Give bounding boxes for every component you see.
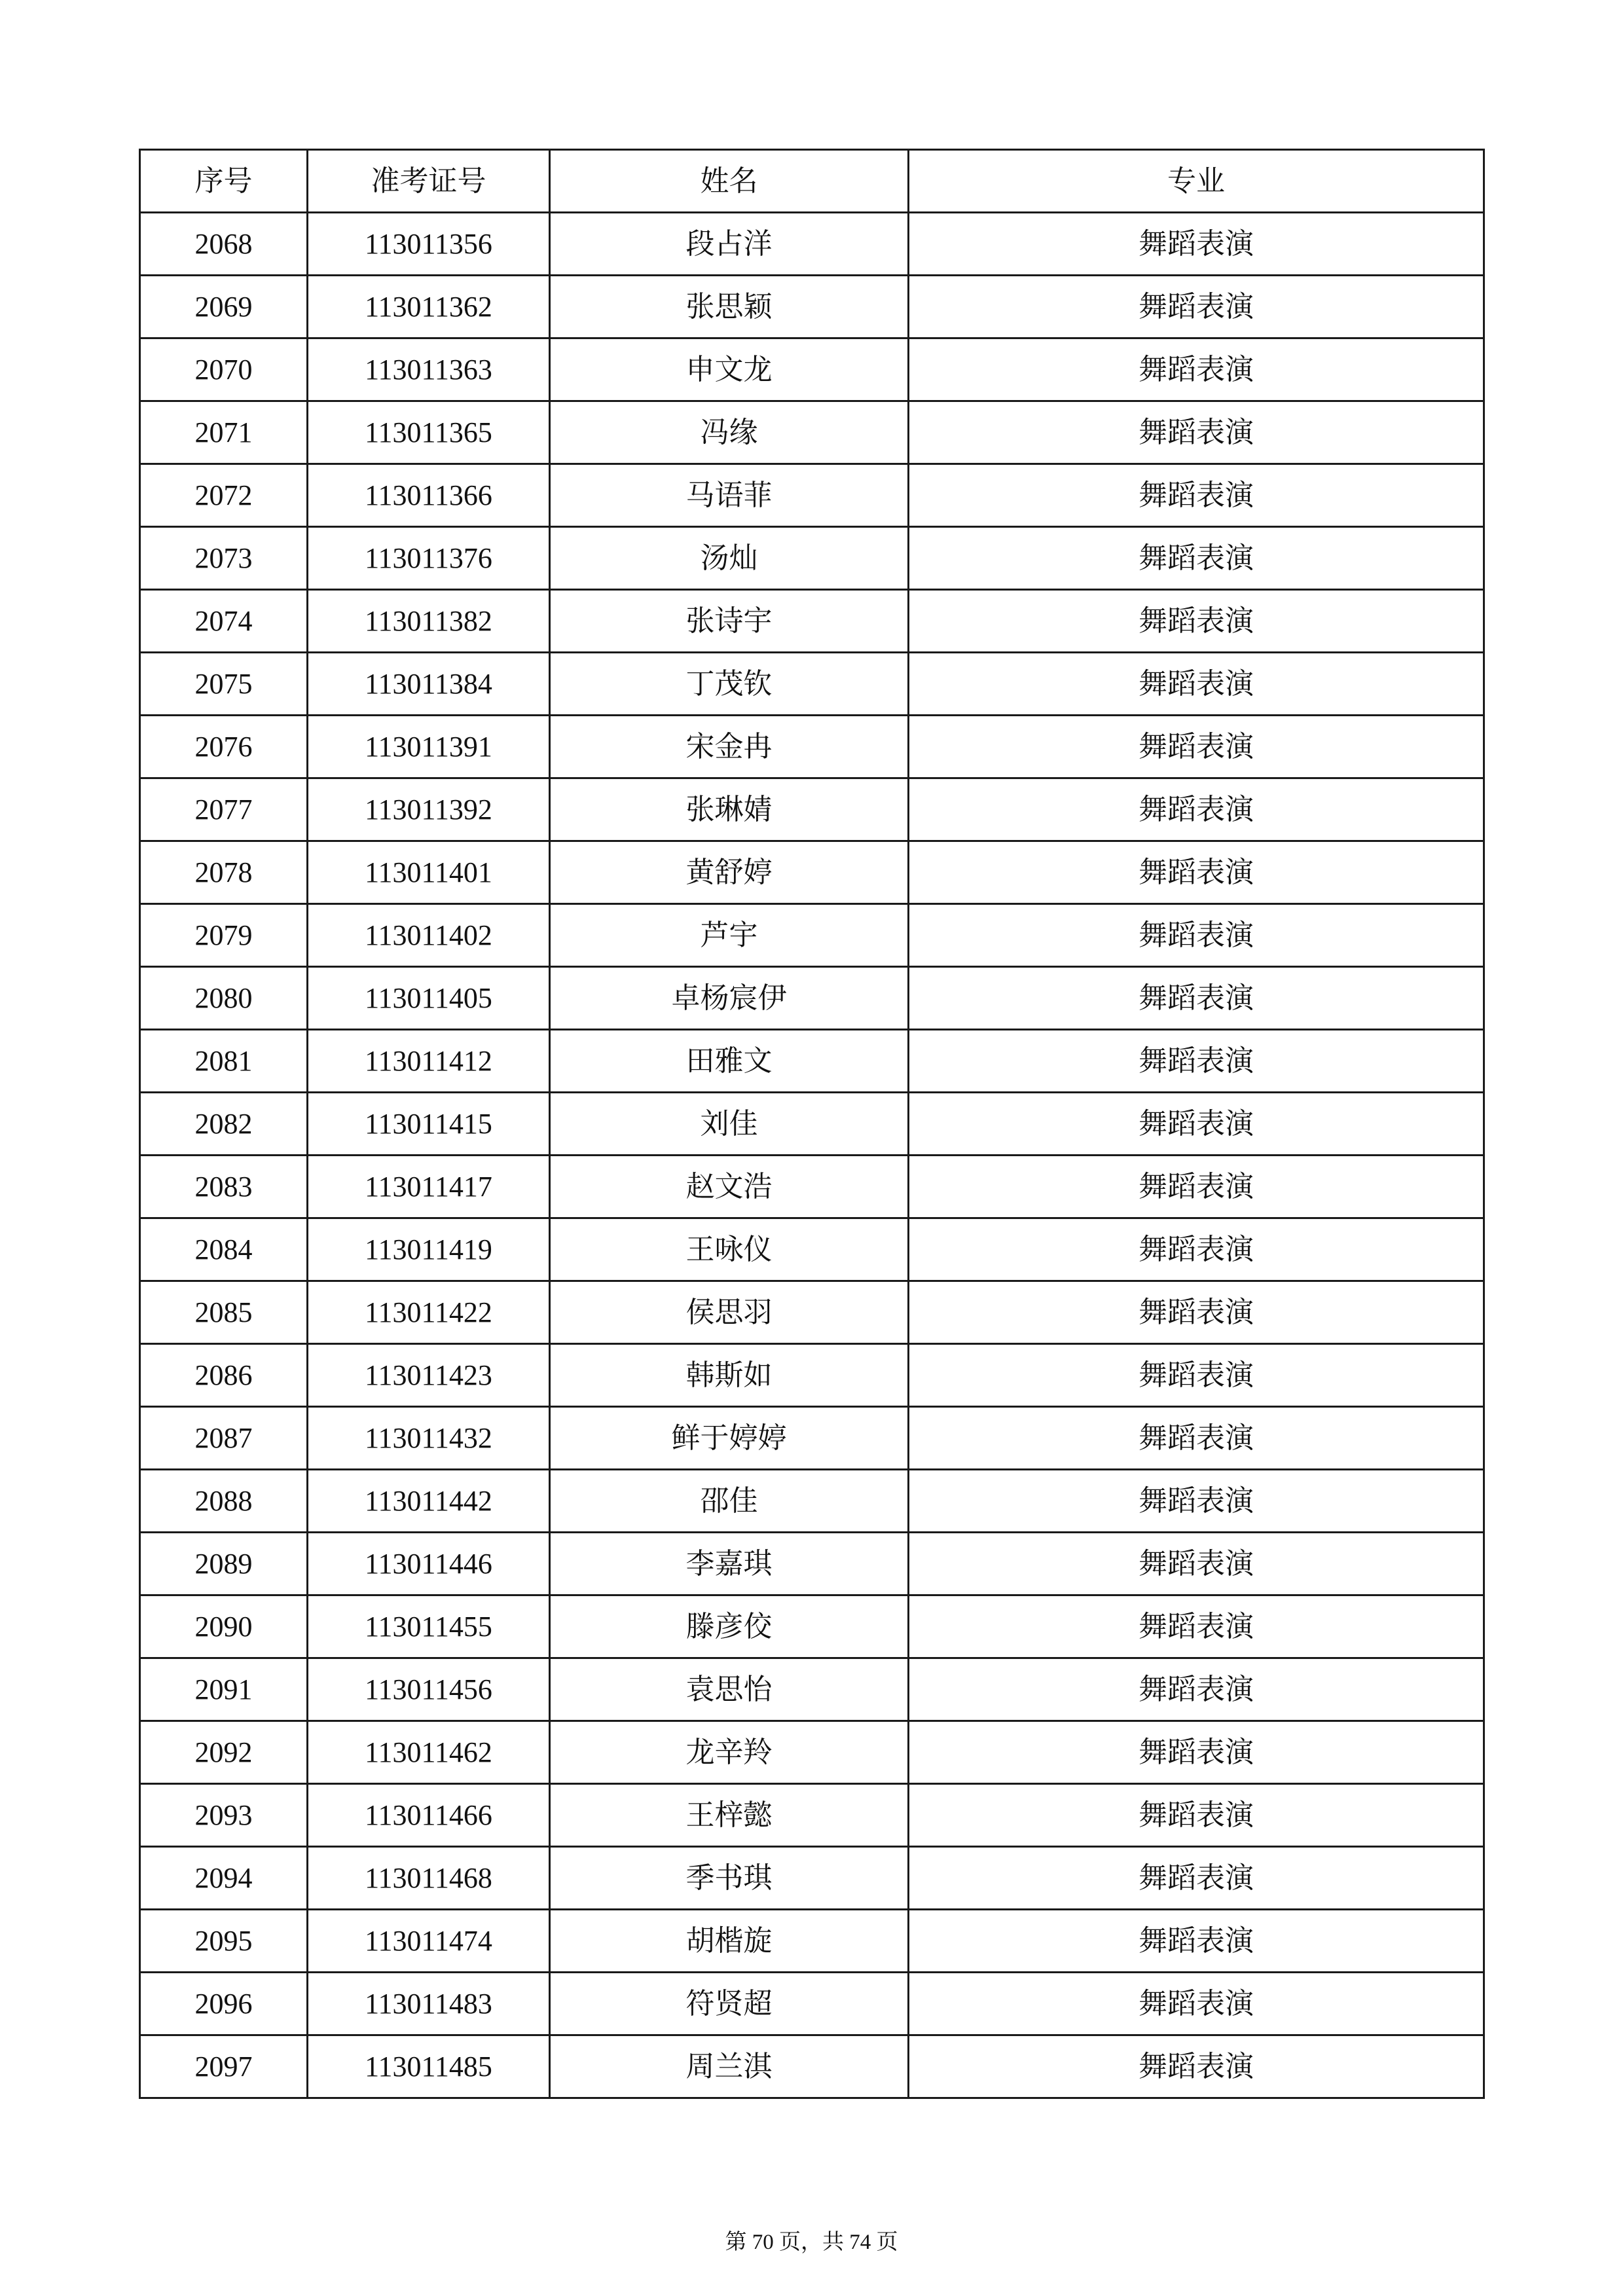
cell-seq: 2082 [140,1093,308,1156]
cell-seq: 2069 [140,276,308,338]
cell-seq: 2095 [140,1910,308,1973]
table-row [140,590,1484,653]
cell-exam-id: 113011392 [308,778,550,841]
cell-exam-id: 113011485 [308,2035,550,2098]
cell-exam-id: 113011432 [308,1407,550,1470]
cell-exam-id: 113011415 [308,1093,550,1156]
table-row [140,1281,1484,1344]
cell-name: 张思颖 [550,276,909,338]
table-row [140,904,1484,967]
cell-major: 舞蹈表演 [909,1847,1484,1910]
cell-exam-id: 113011362 [308,276,550,338]
cell-seq: 2078 [140,841,308,904]
cell-exam-id: 113011474 [308,1910,550,1973]
cell-seq: 2090 [140,1595,308,1658]
cell-seq: 2089 [140,1533,308,1595]
cell-major: 舞蹈表演 [909,1407,1484,1470]
header-row [140,150,1484,213]
cell-exam-id: 113011382 [308,590,550,653]
cell-major: 舞蹈表演 [909,1470,1484,1533]
cell-seq: 2085 [140,1281,308,1344]
cell-major: 舞蹈表演 [909,527,1484,590]
page-number: 第 70 页，共 74 页 [725,2231,898,2254]
cell-seq: 2081 [140,1030,308,1093]
table-row [140,1721,1484,1784]
cell-exam-id: 113011356 [308,213,550,276]
table-row [140,653,1484,716]
table-row [140,967,1484,1030]
cell-exam-id: 113011468 [308,1847,550,1910]
cell-exam-id: 113011417 [308,1156,550,1218]
cell-major: 舞蹈表演 [909,213,1484,276]
cell-name: 宋金冉 [550,716,909,778]
cell-name: 申文龙 [550,338,909,401]
cell-name: 卓杨宸伊 [550,967,909,1030]
cell-name: 韩斯如 [550,1344,909,1407]
roster-table [139,149,1485,2099]
cell-major: 舞蹈表演 [909,1784,1484,1847]
cell-exam-id: 113011401 [308,841,550,904]
cell-major: 舞蹈表演 [909,1218,1484,1281]
cell-major: 舞蹈表演 [909,1721,1484,1784]
cell-exam-id: 113011456 [308,1658,550,1721]
cell-major: 舞蹈表演 [909,590,1484,653]
cell-exam-id: 113011442 [308,1470,550,1533]
cell-name: 张诗宇 [550,590,909,653]
cell-name: 段占洋 [550,213,909,276]
cell-major: 舞蹈表演 [909,778,1484,841]
cell-exam-id: 113011466 [308,1784,550,1847]
cell-major: 舞蹈表演 [909,1344,1484,1407]
cell-seq: 2075 [140,653,308,716]
cell-name: 邵佳 [550,1470,909,1533]
cell-major: 舞蹈表演 [909,338,1484,401]
table-row [140,1470,1484,1533]
cell-exam-id: 113011446 [308,1533,550,1595]
cell-major: 舞蹈表演 [909,967,1484,1030]
cell-major: 舞蹈表演 [909,1030,1484,1093]
cell-seq: 2076 [140,716,308,778]
cell-seq: 2073 [140,527,308,590]
cell-major: 舞蹈表演 [909,464,1484,527]
cell-exam-id: 113011423 [308,1344,550,1407]
cell-seq: 2084 [140,1218,308,1281]
cell-seq: 2077 [140,778,308,841]
cell-exam-id: 113011391 [308,716,550,778]
header-seq: 序号 [140,150,308,213]
cell-major: 舞蹈表演 [909,1533,1484,1595]
cell-name: 冯缘 [550,401,909,464]
cell-name: 鲜于婷婷 [550,1407,909,1470]
cell-major: 舞蹈表演 [909,1281,1484,1344]
cell-name: 滕彦佼 [550,1595,909,1658]
cell-major: 舞蹈表演 [909,716,1484,778]
cell-exam-id: 113011365 [308,401,550,464]
cell-exam-id: 113011405 [308,967,550,1030]
table-row [140,2035,1484,2098]
cell-exam-id: 113011462 [308,1721,550,1784]
table-row [140,1910,1484,1973]
cell-name: 王咏仪 [550,1218,909,1281]
cell-seq: 2092 [140,1721,308,1784]
cell-major: 舞蹈表演 [909,1595,1484,1658]
cell-seq: 2079 [140,904,308,967]
cell-seq: 2080 [140,967,308,1030]
cell-name: 王梓懿 [550,1784,909,1847]
table-row [140,1030,1484,1093]
cell-exam-id: 113011422 [308,1281,550,1344]
table-header [140,150,1484,213]
cell-seq: 2086 [140,1344,308,1407]
table-row [140,1407,1484,1470]
cell-name: 袁思怡 [550,1658,909,1721]
table-row [140,213,1484,276]
cell-seq: 2074 [140,590,308,653]
cell-seq: 2071 [140,401,308,464]
table-body [140,213,1484,2098]
cell-name: 季书琪 [550,1847,909,1910]
table-row [140,1093,1484,1156]
cell-seq: 2096 [140,1973,308,2035]
header-exam-id: 准考证号 [308,150,550,213]
cell-exam-id: 113011419 [308,1218,550,1281]
table-row [140,338,1484,401]
header-name: 姓名 [550,150,909,213]
header-major: 专业 [909,150,1484,213]
cell-exam-id: 113011366 [308,464,550,527]
table-row [140,527,1484,590]
cell-seq: 2094 [140,1847,308,1910]
cell-major: 舞蹈表演 [909,2035,1484,2098]
cell-exam-id: 113011455 [308,1595,550,1658]
cell-name: 赵文浩 [550,1156,909,1218]
table-row [140,841,1484,904]
cell-exam-id: 113011412 [308,1030,550,1093]
table-row [140,1658,1484,1721]
table-row [140,1218,1484,1281]
table-row [140,1973,1484,2035]
cell-name: 龙辛羚 [550,1721,909,1784]
table-row [140,1784,1484,1847]
cell-major: 舞蹈表演 [909,841,1484,904]
table-row [140,716,1484,778]
table-row [140,276,1484,338]
cell-major: 舞蹈表演 [909,276,1484,338]
cell-seq: 2068 [140,213,308,276]
table-row [140,778,1484,841]
table-row [140,1847,1484,1910]
cell-major: 舞蹈表演 [909,401,1484,464]
cell-name: 田雅文 [550,1030,909,1093]
cell-seq: 2072 [140,464,308,527]
cell-name: 周兰淇 [550,2035,909,2098]
cell-name: 丁茂钦 [550,653,909,716]
cell-name: 刘佳 [550,1093,909,1156]
table-row [140,1533,1484,1595]
cell-major: 舞蹈表演 [909,653,1484,716]
cell-name: 黄舒婷 [550,841,909,904]
cell-exam-id: 113011483 [308,1973,550,2035]
cell-exam-id: 113011363 [308,338,550,401]
cell-seq: 2083 [140,1156,308,1218]
cell-seq: 2088 [140,1470,308,1533]
cell-name: 芦宇 [550,904,909,967]
cell-seq: 2093 [140,1784,308,1847]
cell-name: 汤灿 [550,527,909,590]
cell-name: 符贤超 [550,1973,909,2035]
table-row [140,401,1484,464]
cell-major: 舞蹈表演 [909,1093,1484,1156]
cell-seq: 2070 [140,338,308,401]
cell-name: 马语菲 [550,464,909,527]
cell-name: 张琳婧 [550,778,909,841]
cell-seq: 2097 [140,2035,308,2098]
cell-name: 李嘉琪 [550,1533,909,1595]
cell-exam-id: 113011402 [308,904,550,967]
table-row [140,1595,1484,1658]
cell-seq: 2087 [140,1407,308,1470]
cell-major: 舞蹈表演 [909,1658,1484,1721]
cell-name: 侯思羽 [550,1281,909,1344]
table-row [140,1344,1484,1407]
cell-exam-id: 113011376 [308,527,550,590]
cell-exam-id: 113011384 [308,653,550,716]
cell-name: 胡楷旋 [550,1910,909,1973]
cell-seq: 2091 [140,1658,308,1721]
cell-major: 舞蹈表演 [909,1910,1484,1973]
table-row [140,1156,1484,1218]
table-row [140,464,1484,527]
cell-major: 舞蹈表演 [909,1973,1484,2035]
cell-major: 舞蹈表演 [909,904,1484,967]
cell-major: 舞蹈表演 [909,1156,1484,1218]
